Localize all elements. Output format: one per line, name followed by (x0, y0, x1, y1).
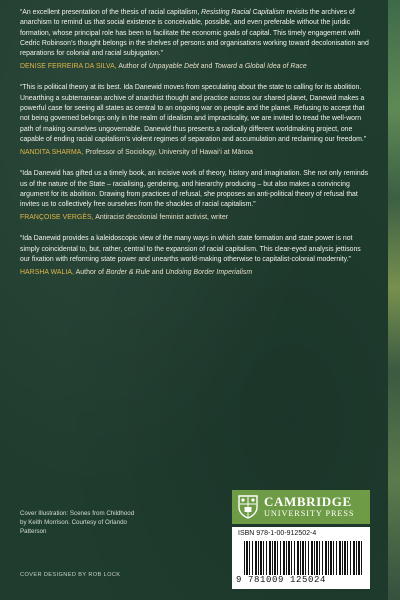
blurb-list (20, 8, 372, 289)
blurb-attribution (20, 62, 372, 72)
publisher-subtitle: UNIVERSITY PRESS (264, 509, 355, 518)
blurb-author-role: Professor of Sociology, University of Hawai‘i at Mānoa (83, 149, 254, 157)
isbn-barcode (232, 527, 370, 589)
cambridge-crest-icon (238, 495, 258, 519)
publisher-logo (232, 490, 370, 524)
blurb-quote: “Ida Danewid has gifted us a timely book, an incisive work of theory, history and imagination. She not only reminds us of the nature of the State – racialising, gendering, and hierarchy producing – but also makes a convincing argument for its abolition. Drawing from practices of refusal, she proposes an anti-political theory of refusal that invites us to collectively free ourselves from the shackles of racial capitalism.” (20, 170, 369, 209)
blurb-attribution (20, 213, 372, 223)
blurb-author-role: Antiracist decolonial feminist activist, writer (93, 214, 229, 222)
blurb-author-name: NANDITA SHARMA, (20, 149, 84, 157)
blurb-author-role: and (198, 63, 215, 71)
blurb-author-role: Author of (74, 269, 106, 277)
book-title: Border & Rule (105, 269, 150, 277)
blurb-quote: “Ida Danewid provides a kaleidoscopic view of the many ways in which state formation and state power is not simply coincidental to, but, rather, central to the expansion of racial capitalism. This clear-eyed analysis jettisons our fixation with reforming state power and unearths world-making otherwise to capitalist-colonial modernity.” (20, 235, 361, 264)
blurb-author-name: DENISE FERREIRA DA SILVA, (20, 63, 117, 71)
blurb-author-name: FRANÇOISE VERGÈS, (20, 214, 94, 222)
barcode-digits: 9 781009 125024 (236, 575, 327, 585)
blurb-author-role: and (149, 269, 166, 277)
book-title: Unpayable Debt (148, 63, 199, 71)
blurb-quote: “This is political theory at its best. Ida Danewid moves from speculating about the state to calling for its abolition. Unearthing a subterranean archive of anarchist thought and practice across our shared planet, Danewid makes a powerful case for seeing all states as central to an ongoing war on people and the planet. Refusing to accept that not being governed belongs only in the realm of idealism and impracticality, we are invited to tread the well-worn path of making ourselves ungovernable. Danewid thus presents a radically different worldmaking project, one capable of ending racial capitalism’s violent regimes of separation and accumulation and reclaiming our freedom.” (20, 84, 367, 143)
cover-art-edge (388, 0, 400, 600)
blurb-attribution (20, 268, 372, 278)
blurb-author-name: HARSHA WALIA, (20, 269, 75, 277)
blurb-author-role: Author of (116, 63, 149, 71)
barcode-bars (244, 541, 362, 575)
book-title: Toward a Global Idea of Race (214, 63, 307, 71)
publisher-name: CAMBRIDGE (264, 494, 352, 509)
book-title: Resisting Racial Capitalism (201, 9, 285, 16)
isbn-text: ISBN 978-1-00-912502-4 (238, 530, 317, 537)
blurb-quote (20, 8, 372, 59)
cover-illustration-credit: Cover Illustration: Scenes from Childhood by Keith Morrison. Courtesy of Orlando Patterson (20, 510, 135, 535)
blurb-attribution (20, 148, 372, 158)
quote-text: revisits the archives of anarchism to remind us that social existence is conceivable, possible, and even preferable without the juridic formation, whose principal role has been to facilitate the economic goals of capital. This timely engagement with Cedric Robinson’s thought belongs in the shelves of persons and organisations working toward decolonisation and reparations for colonial and racial subjugation.” (20, 9, 369, 58)
quote-text: “An excellent presentation of the thesis of racial capitalism, (20, 9, 202, 16)
cover-designer-credit: COVER DESIGNED BY ROB LOCK (20, 572, 121, 578)
book-title: Undoing Border Imperialism (165, 269, 253, 277)
